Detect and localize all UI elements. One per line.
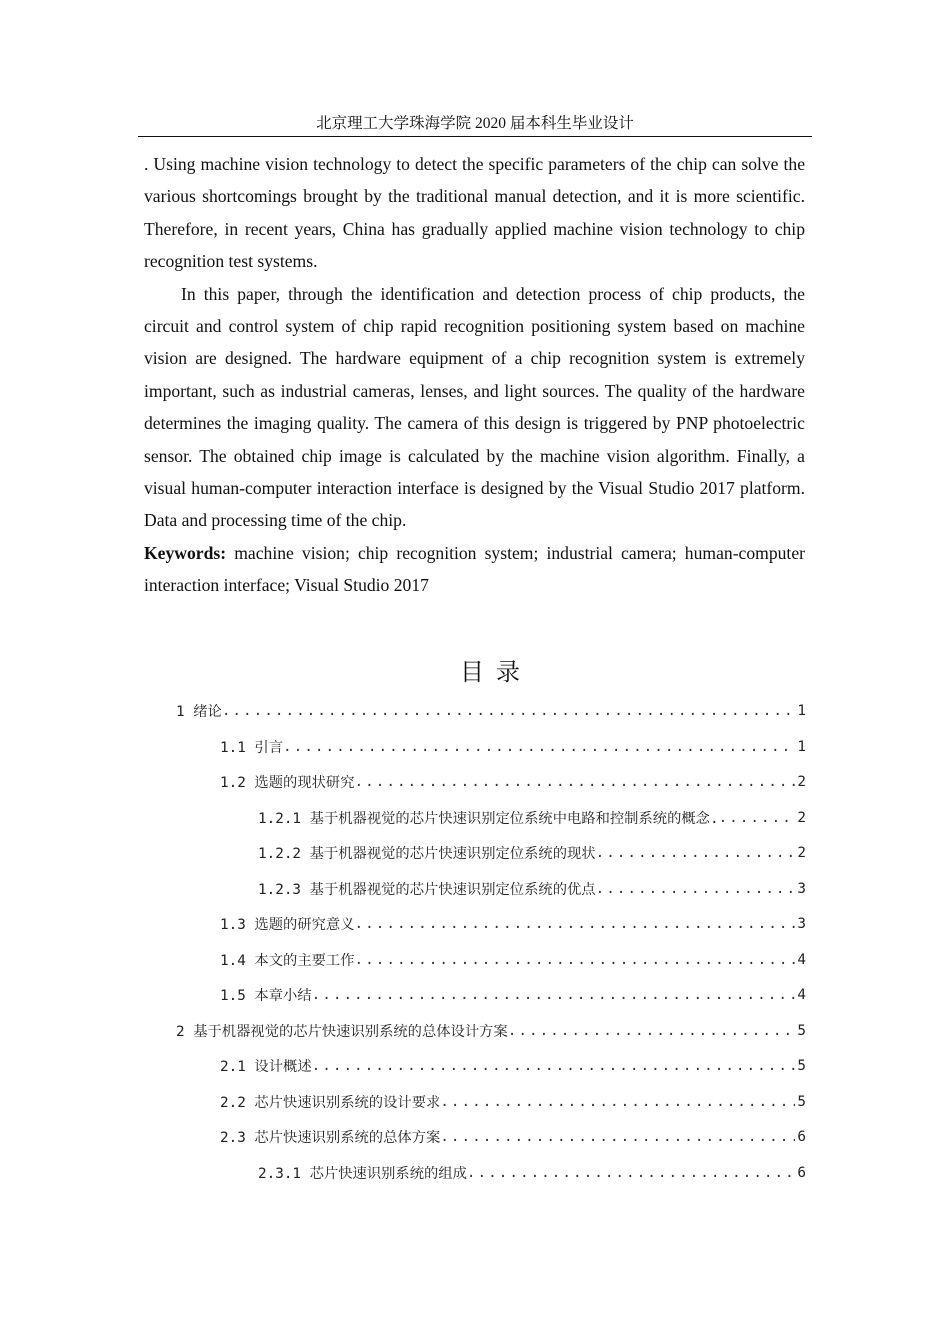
toc-leader-dots [596, 845, 796, 861]
toc-entry[interactable] [176, 693, 806, 729]
toc-entry-label: 2.1 设计概述 [220, 1059, 312, 1075]
toc-entry[interactable] [220, 1084, 806, 1120]
toc-entry-page: 3 [797, 880, 806, 897]
keywords-text: machine vision; chip recognition system; industrial camera; human-computer interaction interface; Visual Studio 2017 [144, 542, 805, 596]
toc-entry-label: 2 基于机器视觉的芯片快速识别系统的总体设计方案 [176, 1023, 508, 1040]
toc-entry[interactable] [220, 977, 806, 1013]
toc-entry-page: 3 [797, 916, 806, 932]
toc-leader-dots [222, 703, 796, 719]
toc-entry[interactable] [220, 1119, 806, 1155]
toc-leader-dots [312, 1058, 796, 1074]
abstract-paragraph-1: . Using machine vision technology to detect the specific parameters of the chip can solve the various shortcomings brought by the traditional manual detection, and it is more scientific. Therefore, in recent years, China has gradually applied machine vision technology to chip recognition test systems. [144, 154, 805, 272]
toc-entry-label: 2.3.1 芯片快速识别系统的组成 [258, 1165, 467, 1182]
toc-entry-page: 6 [797, 1129, 806, 1145]
toc-leader-dots [355, 952, 796, 968]
toc-leader-dots [312, 987, 796, 1003]
toc-entry[interactable] [258, 835, 806, 871]
toc-leader-dots [283, 739, 795, 755]
toc-entry[interactable] [258, 800, 806, 836]
toc-entry-label: 1.2.1 基于机器视觉的芯片快速识别定位系统中电路和控制系统的概念. [258, 810, 719, 827]
toc-entry-label: 1.1 引言 [220, 739, 284, 756]
toc-entry-label: 2.2 芯片快速识别系统的设计要求 [220, 1094, 441, 1111]
abstract-paragraph-2: In this paper, through the identification and detection process of chip products, the circuit and control system of chip rapid recognition positioning system based on machine vision are designed. The hardware equipment of a chip recognition system is extremely important, such as industrial cameras, lenses, and light sources. The quality of the hardware determines the imaging quality. The camera of this design is triggered by PNP photoelectric sensor. The obtained chip image is calculated by the machine vision algorithm. Finally, a visual human-computer interaction interface is designed by the Visual Studio 2017 platform. Data and processing time of the chip. [144, 283, 805, 531]
toc-entry[interactable] [220, 764, 806, 800]
toc-leader-dots [467, 1165, 795, 1181]
toc-entry[interactable] [220, 906, 806, 942]
toc-leader-dots [440, 1094, 795, 1110]
toc-entry-label: 1.2.2 基于机器视觉的芯片快速识别定位系统的现状 [258, 846, 596, 862]
toc-entry-page: 6 [797, 1164, 806, 1181]
toc-entry-label: 1.4 本文的主要工作 [220, 952, 355, 969]
toc-entry-page: 1 [797, 703, 806, 719]
toc-entry-label: 1 绪论 [176, 704, 222, 720]
toc-leader-dots [355, 774, 796, 790]
toc-entry-page: 2 [797, 845, 806, 861]
toc-entry-label: 1.2.3 基于机器视觉的芯片快速识别定位系统的优点 [258, 881, 596, 898]
toc-entry-page: 5 [797, 1058, 806, 1074]
toc-entry-page: 5 [797, 1093, 806, 1110]
header-divider [138, 136, 812, 137]
abstract-body [144, 148, 805, 602]
toc-entry-page: 2 [797, 774, 806, 790]
toc-entry[interactable] [220, 729, 806, 765]
toc-leader-dots [508, 1023, 796, 1039]
toc-entry-label: 2.3 芯片快速识别系统的总体方案 [220, 1130, 441, 1146]
toc-leader-dots [719, 810, 796, 826]
toc-entry-label: 1.5 本章小结 [220, 988, 312, 1004]
toc-entry[interactable] [258, 871, 806, 907]
toc-entry-label: 1.3 选题的研究意义 [220, 917, 355, 933]
page-header: 北京理工大学珠海学院 2020 届本科生毕业设计 [316, 115, 634, 132]
toc-entry[interactable] [258, 1155, 806, 1191]
toc-entry-page: 2 [797, 809, 806, 826]
keywords-label: Keywords: [144, 542, 227, 563]
toc-entry[interactable] [220, 942, 806, 978]
toc-title: 目录 [460, 660, 532, 686]
toc-entry-page: 1 [797, 738, 806, 755]
toc-entry[interactable] [176, 1013, 806, 1049]
toc-entry-label: 1.2 选题的现状研究 [220, 775, 355, 791]
toc-entry-page: 5 [797, 1022, 806, 1039]
toc-leader-dots [596, 881, 796, 897]
toc-entry[interactable] [220, 1048, 806, 1084]
toc-leader-dots [440, 1129, 795, 1145]
keywords-line [144, 537, 805, 602]
toc-entry-page: 4 [797, 987, 806, 1003]
toc-entry-page: 4 [797, 951, 806, 968]
toc-leader-dots [355, 916, 796, 932]
